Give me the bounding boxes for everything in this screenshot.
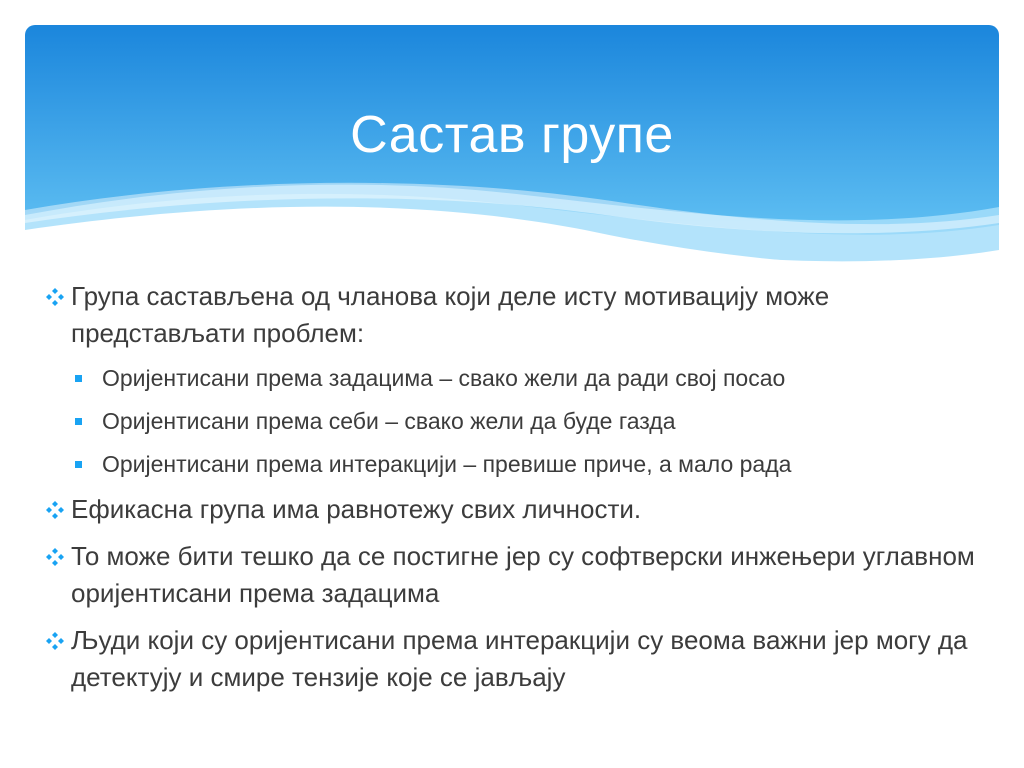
diamond-cluster-icon bbox=[44, 538, 66, 575]
list-item bbox=[44, 278, 994, 352]
list-item bbox=[44, 491, 994, 528]
square-bullet-icon bbox=[75, 418, 82, 425]
square-bullet-icon bbox=[75, 461, 82, 468]
list-item-text: Група састављена од чланова који деле исту мотивацију може представљати проблем: bbox=[71, 281, 830, 348]
title-banner bbox=[25, 25, 999, 275]
list-item-text: Оријентисани према интеракцији – превише приче, а мало рада bbox=[102, 451, 792, 477]
list-item bbox=[44, 448, 994, 481]
list-item bbox=[44, 538, 994, 612]
list-item-text: Људи који су оријентисани према интеракцији су веома важни јер могу да детектују и смире тензије које се јављају bbox=[71, 625, 968, 692]
diamond-cluster-icon bbox=[44, 622, 66, 659]
list-item-text: То може бити тешко да се постигне јер су софтверски инжењери углавном оријентисани према задацима bbox=[71, 541, 975, 608]
square-bullet-icon bbox=[75, 375, 82, 382]
slide-title: Састав групе bbox=[350, 106, 674, 164]
diamond-cluster-icon bbox=[44, 278, 66, 315]
list-item bbox=[44, 622, 994, 696]
list-item-text: Ефикасна група има равнотежу свих личности. bbox=[71, 494, 642, 524]
diamond-cluster-icon bbox=[44, 491, 66, 528]
list-item-text: Оријентисани према себи – свако жели да буде газда bbox=[102, 408, 676, 434]
list-item bbox=[44, 362, 994, 395]
list-item-text: Оријентисани према задацима – свако жели да ради свој посао bbox=[102, 365, 786, 391]
list-item bbox=[44, 405, 994, 438]
bullet-list bbox=[44, 278, 994, 699]
